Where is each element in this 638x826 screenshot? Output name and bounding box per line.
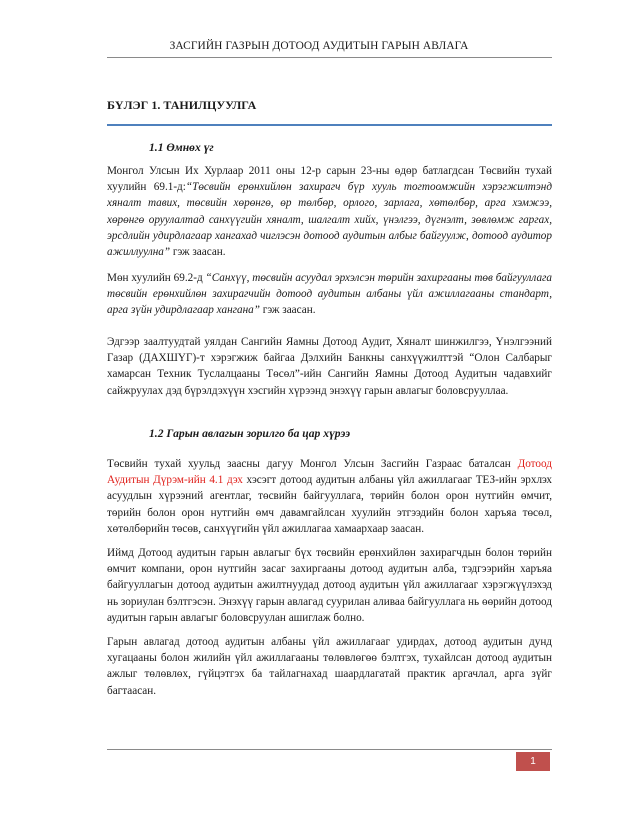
chapter-underline: [107, 124, 552, 126]
section-heading-1-1: 1.1 Өмнөх үг: [149, 141, 214, 154]
paragraph-1: [107, 163, 552, 260]
paragraph-2-quote: “Санхүү, төсвийн асуудал эрхэлсэн төрийн захиргааны төв байгууллага төсвийн ерөнхийлөн захирагчийн дотоод аудитын албаны үйл ажиллагааны стандарт, арга зүйн удирдлагаар хангана”: [107, 272, 552, 317]
paragraph-1-quote: “Төсвийн ерөнхийлөн захирагч бүр хууль тогтоомжийн хэрэгжилтэнд хяналт тавих, төсвийн хөрөнгө, өр төлбөр, орлого, зарлага, хөтөлбөр, арга хэмжээ, хөрөнгө оруулалтад санхүүгийн хяналт, шалгалт хийх, үнэлгээ, дүгнэлт, зөвлөмж гаргах, эрсдлийн удирдлагаар хангахад чиглэсэн дотоод аудитын албыг байгуулж, дотоод аудитор ажиллуулна”: [107, 181, 552, 259]
page-number-badge: 1: [516, 752, 550, 771]
paragraph-4-tail: хэсэгт дотоод аудитын албаны үйл ажиллагааг ТЕЗ-ийн эрхлэх асуудлын хүрээний агентлаг, төсвийн байгууллага, төрийн болон орон нутгийн өмчит, төрийн болон орон нутгийн өмч давамгайлсан хуулийн этгээдийн болон харъяа төсөл, хөтөлбөрийн төсөв, санхүүгийн үйл ажиллагаа хамаархаар заасан.: [107, 474, 552, 535]
paragraph-3: Эдгээр заалтуудтай уялдан Сангийн Яамны Дотоод Аудит, Хяналт шинжилгээ, Үнэлгээний Газар (ДАХШҮГ)-т хэрэгжиж байгаа Дэлхийн Банкны санхүүжилттэй “Олон Салбарыг хамарсан Техник Туслалцааны Төсөл”-ийн Сангийн Яамны Дотоод Аудитын чадавхийг сайжруулах дэд бүрэлдэхүүн хэсгийн хүрээнд энэхүү гарын авлагыг боловсрууллаа.: [107, 336, 552, 397]
rule-reference-link[interactable]: Дотоод Аудитын Дүрэм-ийн 4.1 дэх: [107, 458, 552, 487]
paragraph-4-text: Төсвийн тухай хуульд заасны дагуу Монгол Улсын Засгийн Газраас баталсан: [107, 458, 518, 470]
paragraph-2: [107, 270, 552, 319]
paragraph-1-text: Монгол Улсын Их Хурлаар 2011 оны 12-р сарын 23-ны өдөр батлагдсан Төсвийн тухай хуулийн 69.1-д:: [107, 165, 552, 194]
running-header: ЗАСГИЙН ГАЗРЫН ДОТООД АУДИТЫН ГАРЫН АВЛАГА: [169, 40, 469, 52]
paragraph-1-tail: гэж заасан.: [170, 246, 226, 259]
header-divider: [107, 57, 552, 58]
section-heading-1-2: 1.2 Гарын авлагын зорилго ба цар хүрээ: [149, 427, 351, 440]
paragraph-2-text: Мөн хуулийн 69.2-д: [107, 272, 206, 284]
paragraph-6: Гарын авлагад дотоод аудитын албаны үйл ажиллагааг удирдах, дотоод аудитын дунд хугацааны болон жилийн үйл ажиллагааны төлөвлөгөө бэлтгэх, тухайлсан дотоод аудитын ажлыг төлөвлөх, гүйцэтгэх ба тайлагнахад шаардлагатай практик аргачлал, арга зүйг багтаасан.: [107, 636, 552, 697]
paragraph-5: Иймд Дотоод аудитын гарын авлагыг бүх төсвийн ерөнхийлөн захирагчдын болон төрийн өмчит компани, орон нутгийн засаг захиргааны дотоод аудитын алба, тэдгээрийн харъяа байгууллагын дотоод аудитын ажилтнуудад дотоод аудитын үйл ажиллагааг хэрэгжүүлэхэд нь зориулан бэлтгэсэн. Энэхүү гарын авлагад суурилан аливаа байгууллага нь өөрийн дотоод аудитын гарын авлагыг боловсруулан ашиглаж болно.: [107, 547, 552, 624]
paragraph-4: [107, 456, 552, 537]
paragraph-2-tail: гэж заасан.: [259, 304, 316, 317]
chapter-title: БҮЛЭГ 1. ТАНИЛЦУУЛГА: [107, 98, 257, 112]
footer-divider: [107, 749, 552, 750]
